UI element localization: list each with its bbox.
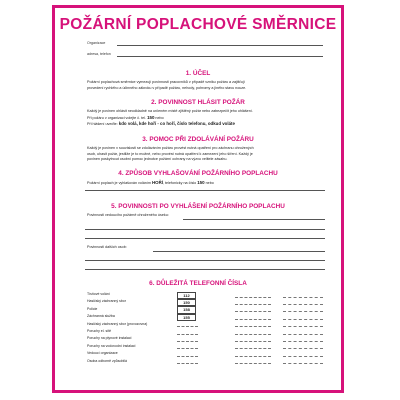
fill-line xyxy=(235,319,271,320)
phone-number-line xyxy=(177,356,198,357)
fill-line xyxy=(235,297,271,298)
phone-row xyxy=(87,329,323,336)
alarm-shout: HOŘÍ xyxy=(152,180,163,185)
section-4-fill-line xyxy=(85,190,325,191)
alarm-middle: , telefonicky na číslo xyxy=(162,181,197,185)
section-3-text xyxy=(87,146,317,163)
phone-number-line xyxy=(177,348,198,349)
fill-line xyxy=(283,363,323,364)
section-2-text xyxy=(87,109,317,128)
phone-row xyxy=(87,292,323,299)
phone-row xyxy=(87,336,323,343)
phone-row xyxy=(87,307,323,314)
phone-number-line xyxy=(177,363,198,364)
fill-line xyxy=(235,341,271,342)
section-5-label-1: Povinnosti vedoucího požárně ohroženého úseku: xyxy=(87,213,169,217)
fill-line xyxy=(235,326,271,327)
address-row xyxy=(87,52,323,58)
phone-row xyxy=(87,344,323,351)
fill-line xyxy=(283,319,323,320)
fill-line xyxy=(283,326,323,327)
phone-number-line xyxy=(177,341,198,342)
fill-line xyxy=(283,356,323,357)
section-3-line: Každý je povinen v souvislosti se zdoláváním požáru provést nutná opatření pro záchranu ohrožených xyxy=(87,146,254,150)
fill-line xyxy=(153,251,325,252)
fill-line xyxy=(283,334,323,335)
fill-line xyxy=(235,356,271,357)
organization-line xyxy=(117,45,323,46)
section-1-heading: 1. ÚČEL xyxy=(185,70,211,77)
fill-line xyxy=(283,341,323,342)
fill-line xyxy=(85,260,325,261)
phone-number-line xyxy=(177,334,198,335)
phone-number: 158 xyxy=(177,306,196,314)
fill-line xyxy=(85,238,325,239)
phone-row xyxy=(87,322,323,329)
fill-line xyxy=(283,348,323,349)
call-prefix: Při požáru v organizaci volejte č. tel. xyxy=(87,115,147,120)
phone-label: Tísňové volání xyxy=(87,292,110,296)
report-instructions: kdo volá, kde hoří - co hoří, číslo telefonu, odkud voláte xyxy=(118,121,235,127)
phone-number: 150 xyxy=(177,299,196,307)
section-1-line: provedení rychlého a účinného zákroku v případě požáru, nehody, pohromy a jiného stavu nouze. xyxy=(87,85,247,90)
fill-line xyxy=(235,311,271,312)
phone-number: 112 xyxy=(177,292,196,300)
fill-line xyxy=(283,297,323,298)
alarm-suffix: nebo xyxy=(205,181,214,185)
fill-line xyxy=(85,269,325,270)
section-4-text xyxy=(87,180,317,187)
phone-number: 155 xyxy=(177,314,196,322)
call-number: 150 xyxy=(147,114,155,120)
section-5-heading: 5. POVINNOSTI PO VYHLÁŠENÍ POŽÁRNÍHO POPLACHU xyxy=(111,203,285,210)
section-3-line: povinen poskytnout osobní pomoc jednotce požární ochrany na výzvu velitele zásahu. xyxy=(87,157,228,162)
fill-line xyxy=(283,311,323,312)
section-2-line xyxy=(87,121,317,128)
section-1-text xyxy=(87,80,317,91)
address-label: adresa, telefon xyxy=(87,52,111,56)
section-2-line xyxy=(87,115,317,122)
organization-row xyxy=(87,41,323,47)
phone-row xyxy=(87,359,323,366)
phone-row xyxy=(87,299,323,306)
phone-label: Policie xyxy=(87,306,98,311)
address-line xyxy=(117,56,323,57)
organization-label: Organizace xyxy=(87,41,106,45)
alarm-number: 150 xyxy=(197,180,205,185)
phone-number-line xyxy=(177,326,198,327)
phone-row xyxy=(87,351,323,358)
call-suffix: nebo xyxy=(155,115,164,120)
phone-label: Záchranná služba xyxy=(87,314,115,319)
fill-line xyxy=(235,348,271,349)
section-1-line: Požární poplachová směrnice vymezují povinnosti pracovníků v případě vzniku požáru a zajišťují xyxy=(87,80,245,84)
phone-label: Poruchy el. sítě xyxy=(87,329,112,333)
section-3-line: osob, uhasit požár, jestliže je to možné, nebo provést nutná opatření k zamezení jeho šíření. Každý je xyxy=(87,151,253,156)
fill-line xyxy=(235,334,271,335)
fire-directive-sheet xyxy=(52,5,344,393)
phone-label: Poruchy na vodovodní instalaci xyxy=(87,343,136,348)
fill-line xyxy=(85,229,325,230)
section-2-line: Každý je povinen ohlásit neodkladně na určeném místě zjištěný požár nebo zabezpečit jeho ohlášení. xyxy=(87,109,253,113)
document-title: POŽÁRNÍ POPLACHOVÉ SMĚRNICE xyxy=(59,16,337,33)
report-prefix: Při hlášení uveďte: xyxy=(87,122,118,127)
phone-label: Osoba odborně způsobilá xyxy=(87,358,127,363)
section-4-heading: 4. ZPŮSOB VYHLAŠOVÁNÍ POŽÁRNÍHO POPLACHU xyxy=(118,170,278,177)
fill-line xyxy=(283,304,323,305)
fill-line xyxy=(183,219,325,220)
section-2-heading: 2. POVINNOST HLÁSIT POŽÁR xyxy=(151,99,245,106)
phone-label: Hasičský záchranný sbor xyxy=(87,299,126,304)
alarm-prefix: Požární poplach je vyhlašován voláním xyxy=(87,181,151,185)
phone-label: Vedoucí organizace xyxy=(87,351,118,356)
section-5-label-2: Povinnosti dalších osob: xyxy=(87,245,127,249)
fill-line xyxy=(235,304,271,305)
fill-line xyxy=(235,363,271,364)
phone-row xyxy=(87,314,323,321)
phone-label: Hasičský záchranný sbor (provozovna) xyxy=(87,321,148,326)
phone-label: Poruchy na plynové instalaci xyxy=(87,336,132,341)
section-6-heading: 6. DŮLEŽITÁ TELEFONNÍ ČÍSLA xyxy=(149,280,247,287)
section-3-heading: 3. POMOC PŘI ZDOLÁVÁNÍ POŽÁRU xyxy=(142,136,254,143)
